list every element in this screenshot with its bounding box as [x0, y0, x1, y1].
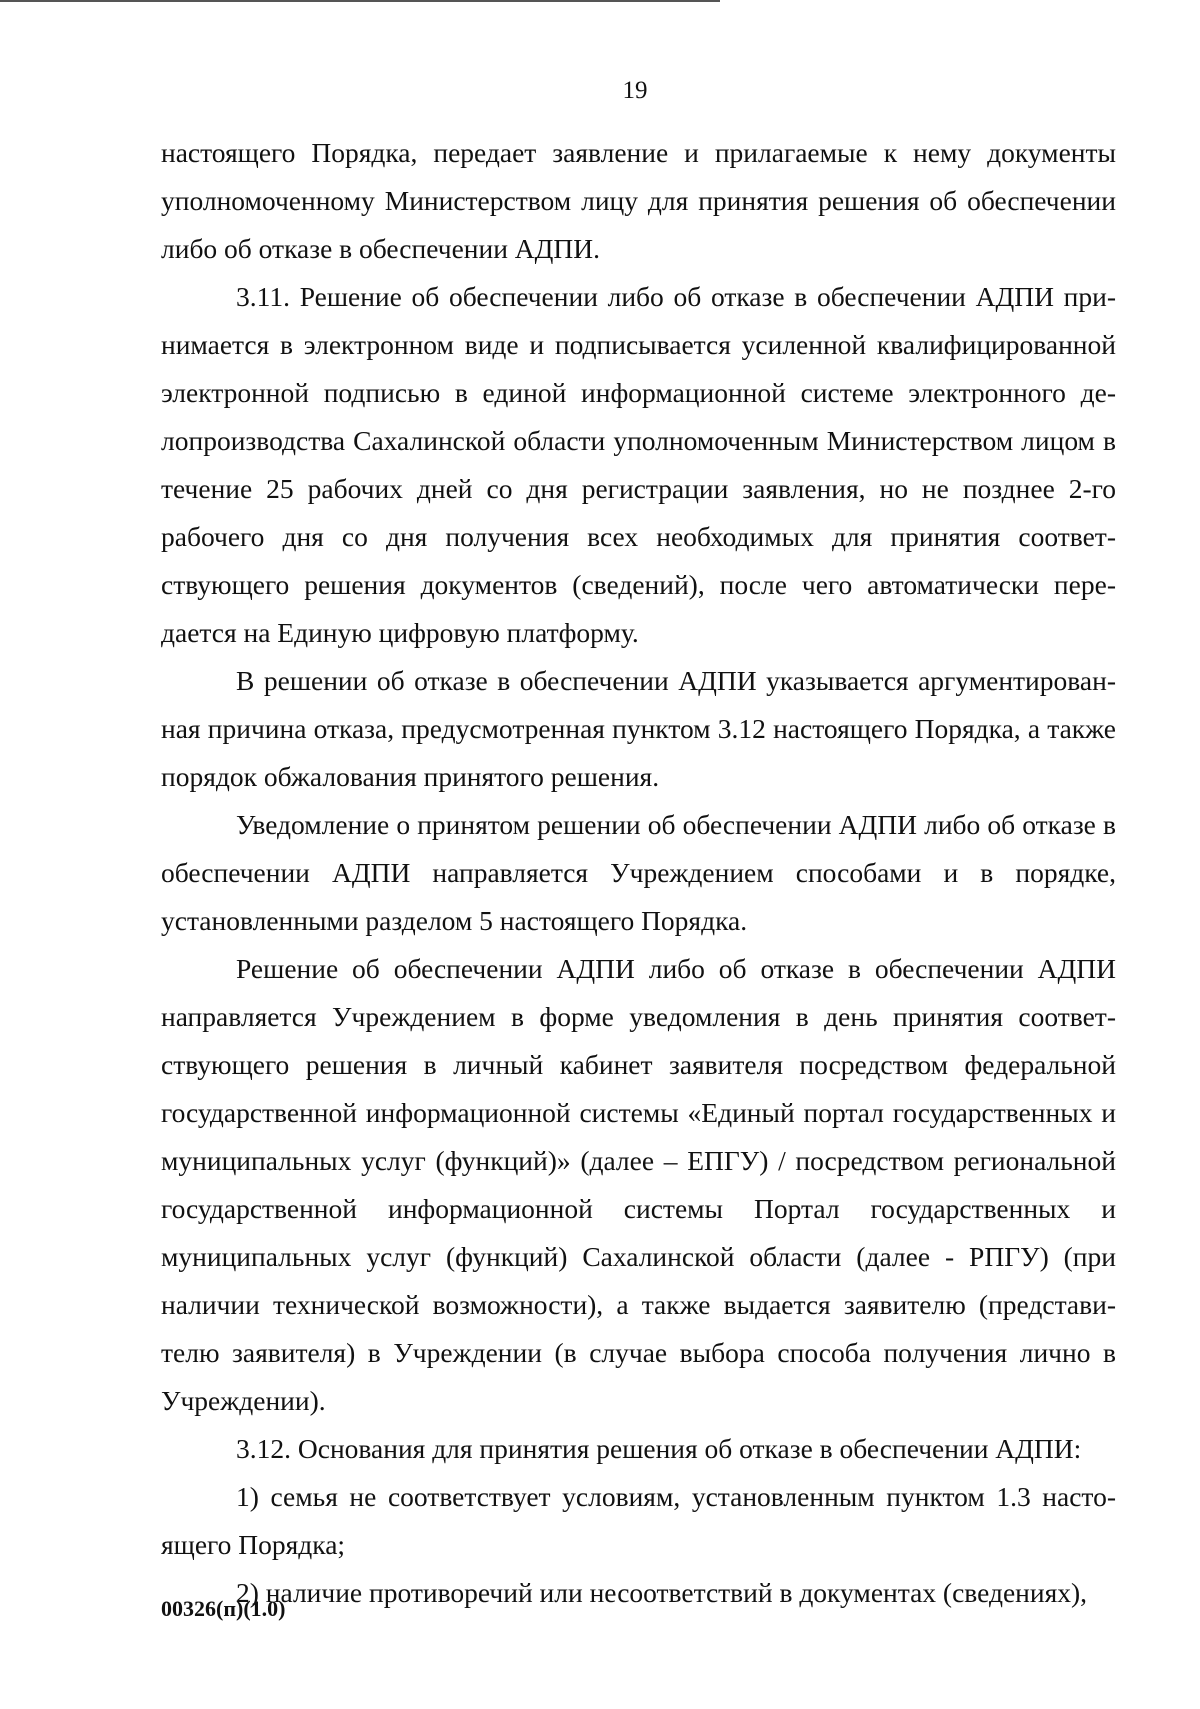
paragraph-refusal-reason: В решении об отказе в обеспечении АДПИ указывается аргументированная причина отказа, предусмотренная пунктом 3.12 настоящего Порядка, а также порядок обжалования принятого решения.: [161, 665, 1116, 792]
paragraph-continuation: настоящего Порядка, передает заявление и прилагаемые к нему документы уполномоченному Министерством лицу для принятия решения об обеспечении либо об отказе в обеспечении АДПИ.: [161, 137, 1116, 264]
document-code: 00326(п)(1.0): [161, 1596, 286, 1621]
document-body: [161, 129, 1116, 1617]
paragraph-3-12-heading: 3.12. Основания для принятия решения об отказе в обеспечении АДПИ:: [236, 1433, 1082, 1464]
paragraph-decision-delivery: Решение об обеспечении АДПИ либо об отказе в обеспечении АДПИ направляется Учреждением в форме уведомления в день принятия соответствующего решения в личный кабинет заявителя посредством федеральной государственной информационной системы «Единый портал государственных и муниципальных услуг (функций)» (далее – ЕПГУ) / посредством региональной государственной информационной системы Портал государственных и муниципальных услуг (функций) Сахалинской области (далее - РПГУ) (при наличии технической возможности), а также выдается заявителю (представителю заявителя) в Учреждении (в случае выбора способа получения лично в Учреждении).: [161, 953, 1116, 1416]
paragraph-3-11: 3.11. Решение об обеспечении либо об отказе в обеспечении АДПИ принимается в электронном виде и подписывается усиленной квалифицированной электронной подписью в единой информационной системе электронного делопроизводства Сахалинской области уполномоченным Министерством лицом в течение 25 рабочих дней со дня регистрации заявления, но не позднее 2-го рабочего дня со дня получения всех необходимых для принятия соответствующего решения документов (сведений), после чего автоматически передается на Единую цифровую платформу.: [161, 281, 1116, 648]
list-item-2: 2) наличие противоречий или несоответствий в документах (сведениях),: [236, 1577, 1088, 1608]
list-item-1: 1) семья не соответствует условиям, установленным пунктом 1.3 настоящего Порядка;: [161, 1481, 1116, 1560]
scan-top-edge-line: [0, 0, 720, 2]
paragraph-notification: Уведомление о принятом решении об обеспечении АДПИ либо об отказе в обеспечении АДПИ направляется Учреждением способами и в порядке, установленными разделом 5 настоящего Порядка.: [161, 809, 1116, 936]
page-number: 19: [622, 77, 648, 104]
